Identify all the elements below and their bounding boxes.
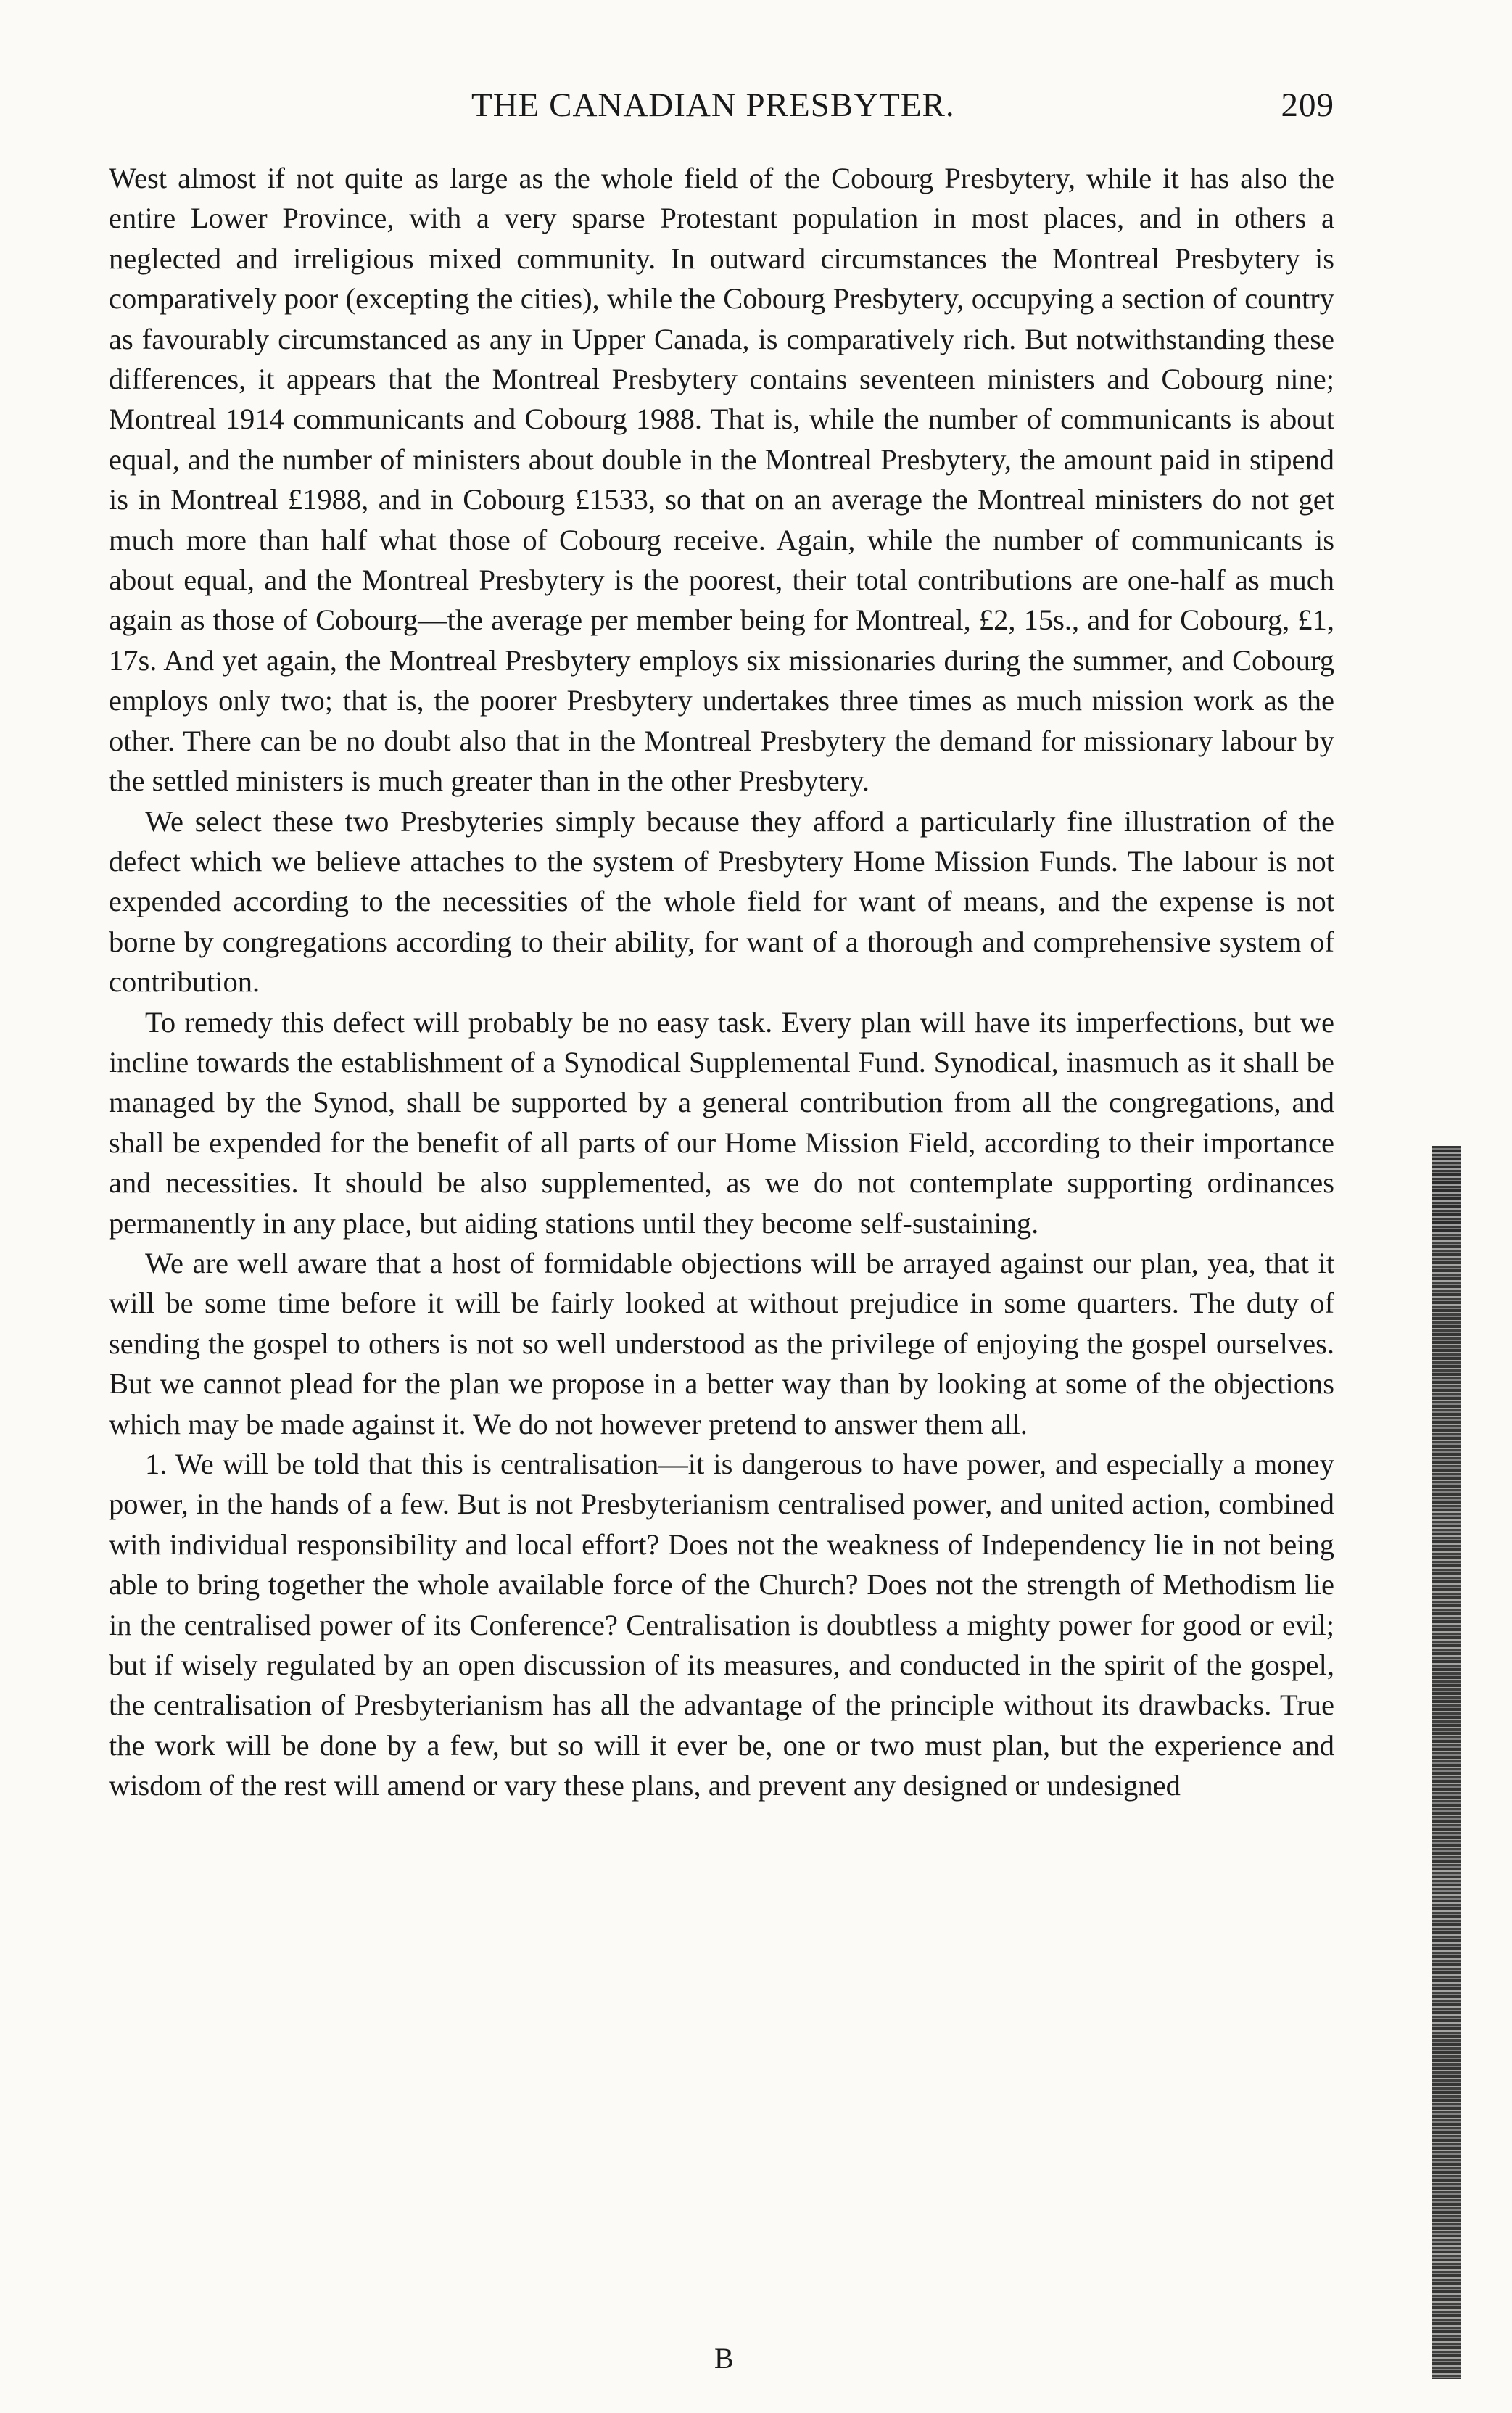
page-header bbox=[109, 86, 1334, 129]
paragraph-4: We are well aware that a host of formidable objections will be arrayed against our plan, yea, that it will be some time before it will be fairly looked at without prejudice in some quarters. The duty of sending the gospel to others is not so well understood as the privilege of enjoying the gospel ourselves. But we cannot plead for the plan we propose in a better way than by looking at some of the objections which may be made against it. We do not however pretend to answer them all. bbox=[109, 1246, 1334, 1440]
article-body bbox=[109, 158, 1334, 1806]
paragraph-1: West almost if not quite as large as the whole field of the Cobourg Presbytery, while it has also the entire Lower Province, with a very sparse Protestant population in most places, and in others a neglected and irreligious mixed community. In outward circumstances the Montreal Presbytery is comparatively poor (excepting the cities), while the Cobourg Presbytery, occupying a section of country as favourably circumstanced as any in Upper Canada, is comparatively rich. But notwithstanding these differences, it appears that the Montreal Presbytery contains seventeen ministers and Cobourg nine; Montreal 1914 communicants and Cobourg 1988. That is, while the number of communicants is about equal, and the number of ministers about double in the Montreal Presbytery, the amount paid in stipend is in Montreal £1988, and in Cobourg £1533, so that on an average the Montreal ministers do not get much more than half what those of Cobourg receive. Again, while the number of communicants is about equal, and the Montreal Presbytery is the poorest, their total contributions are one-half as much again as those of Cobourg—the average per member being for Montreal, £2, 15s., and for Cobourg, £1, 17s. And yet again, the Montreal Presbytery employs six missionaries during the summer, and Cobourg employs only two; that is, the poorer Presbytery undertakes three times as much mission work as the other. There can be no doubt also that in the Montreal Presbytery the demand for missionary labour by the settled ministers is much greater than in the other Presbytery. bbox=[109, 162, 1334, 798]
binding-edge bbox=[1432, 1146, 1461, 2379]
paragraph-3: To remedy this defect will probably be no easy task. Every plan will have its imperfections, but we incline towards the establishment of a Synodical Supplemental Fund. Synodical, inasmuch as it shall be managed by the Synod, shall be supported by a general contribution from all the congregations, and shall be expended for the benefit of all parts of our Home Mission Field, according to their importance and necessities. It should be also supplemented, as we do not contemplate supporting ordinances permanently in any place, but aiding stations until they become self-sustaining. bbox=[109, 1005, 1334, 1240]
page-number: 209 bbox=[1281, 86, 1334, 124]
paragraph-2: We select these two Presbyteries simply because they afford a particularly fine illustration of the defect which we believe attaches to the system of Presbytery Home Mission Funds. The labour is not expended according to the necessities of the whole field for want of means, and the expense is not borne by congregations according to their ability, for want of a thorough and comprehensive system of contribution. bbox=[109, 804, 1334, 999]
paragraph-5: 1. We will be told that this is centralisation—it is dangerous to have power, and especially a money power, in the hands of a few. But is not Presbyterianism centralised power, and united action, combined with individual responsibility and local effort? Does not the weakness of Independency lie in not being able to bring together the whole available force of the Church? Does not the strength of Methodism lie in the centralised power of its Conference? Centralisation is doubtless a mighty power for good or evil; but if wisely regulated by an open discussion of its measures, and conducted in the spirit of the gospel, the centralisation of Presbyterianism has all the advantage of the principle without its drawbacks. True the work will be done by a few, but so will it ever be, one or two must plan, but the experience and wisdom of the rest will amend or vary these plans, and prevent any designed or undesigned bbox=[109, 1448, 1334, 1802]
signature-mark: B bbox=[714, 2342, 734, 2375]
running-title: THE CANADIAN PRESBYTER. bbox=[471, 86, 955, 124]
